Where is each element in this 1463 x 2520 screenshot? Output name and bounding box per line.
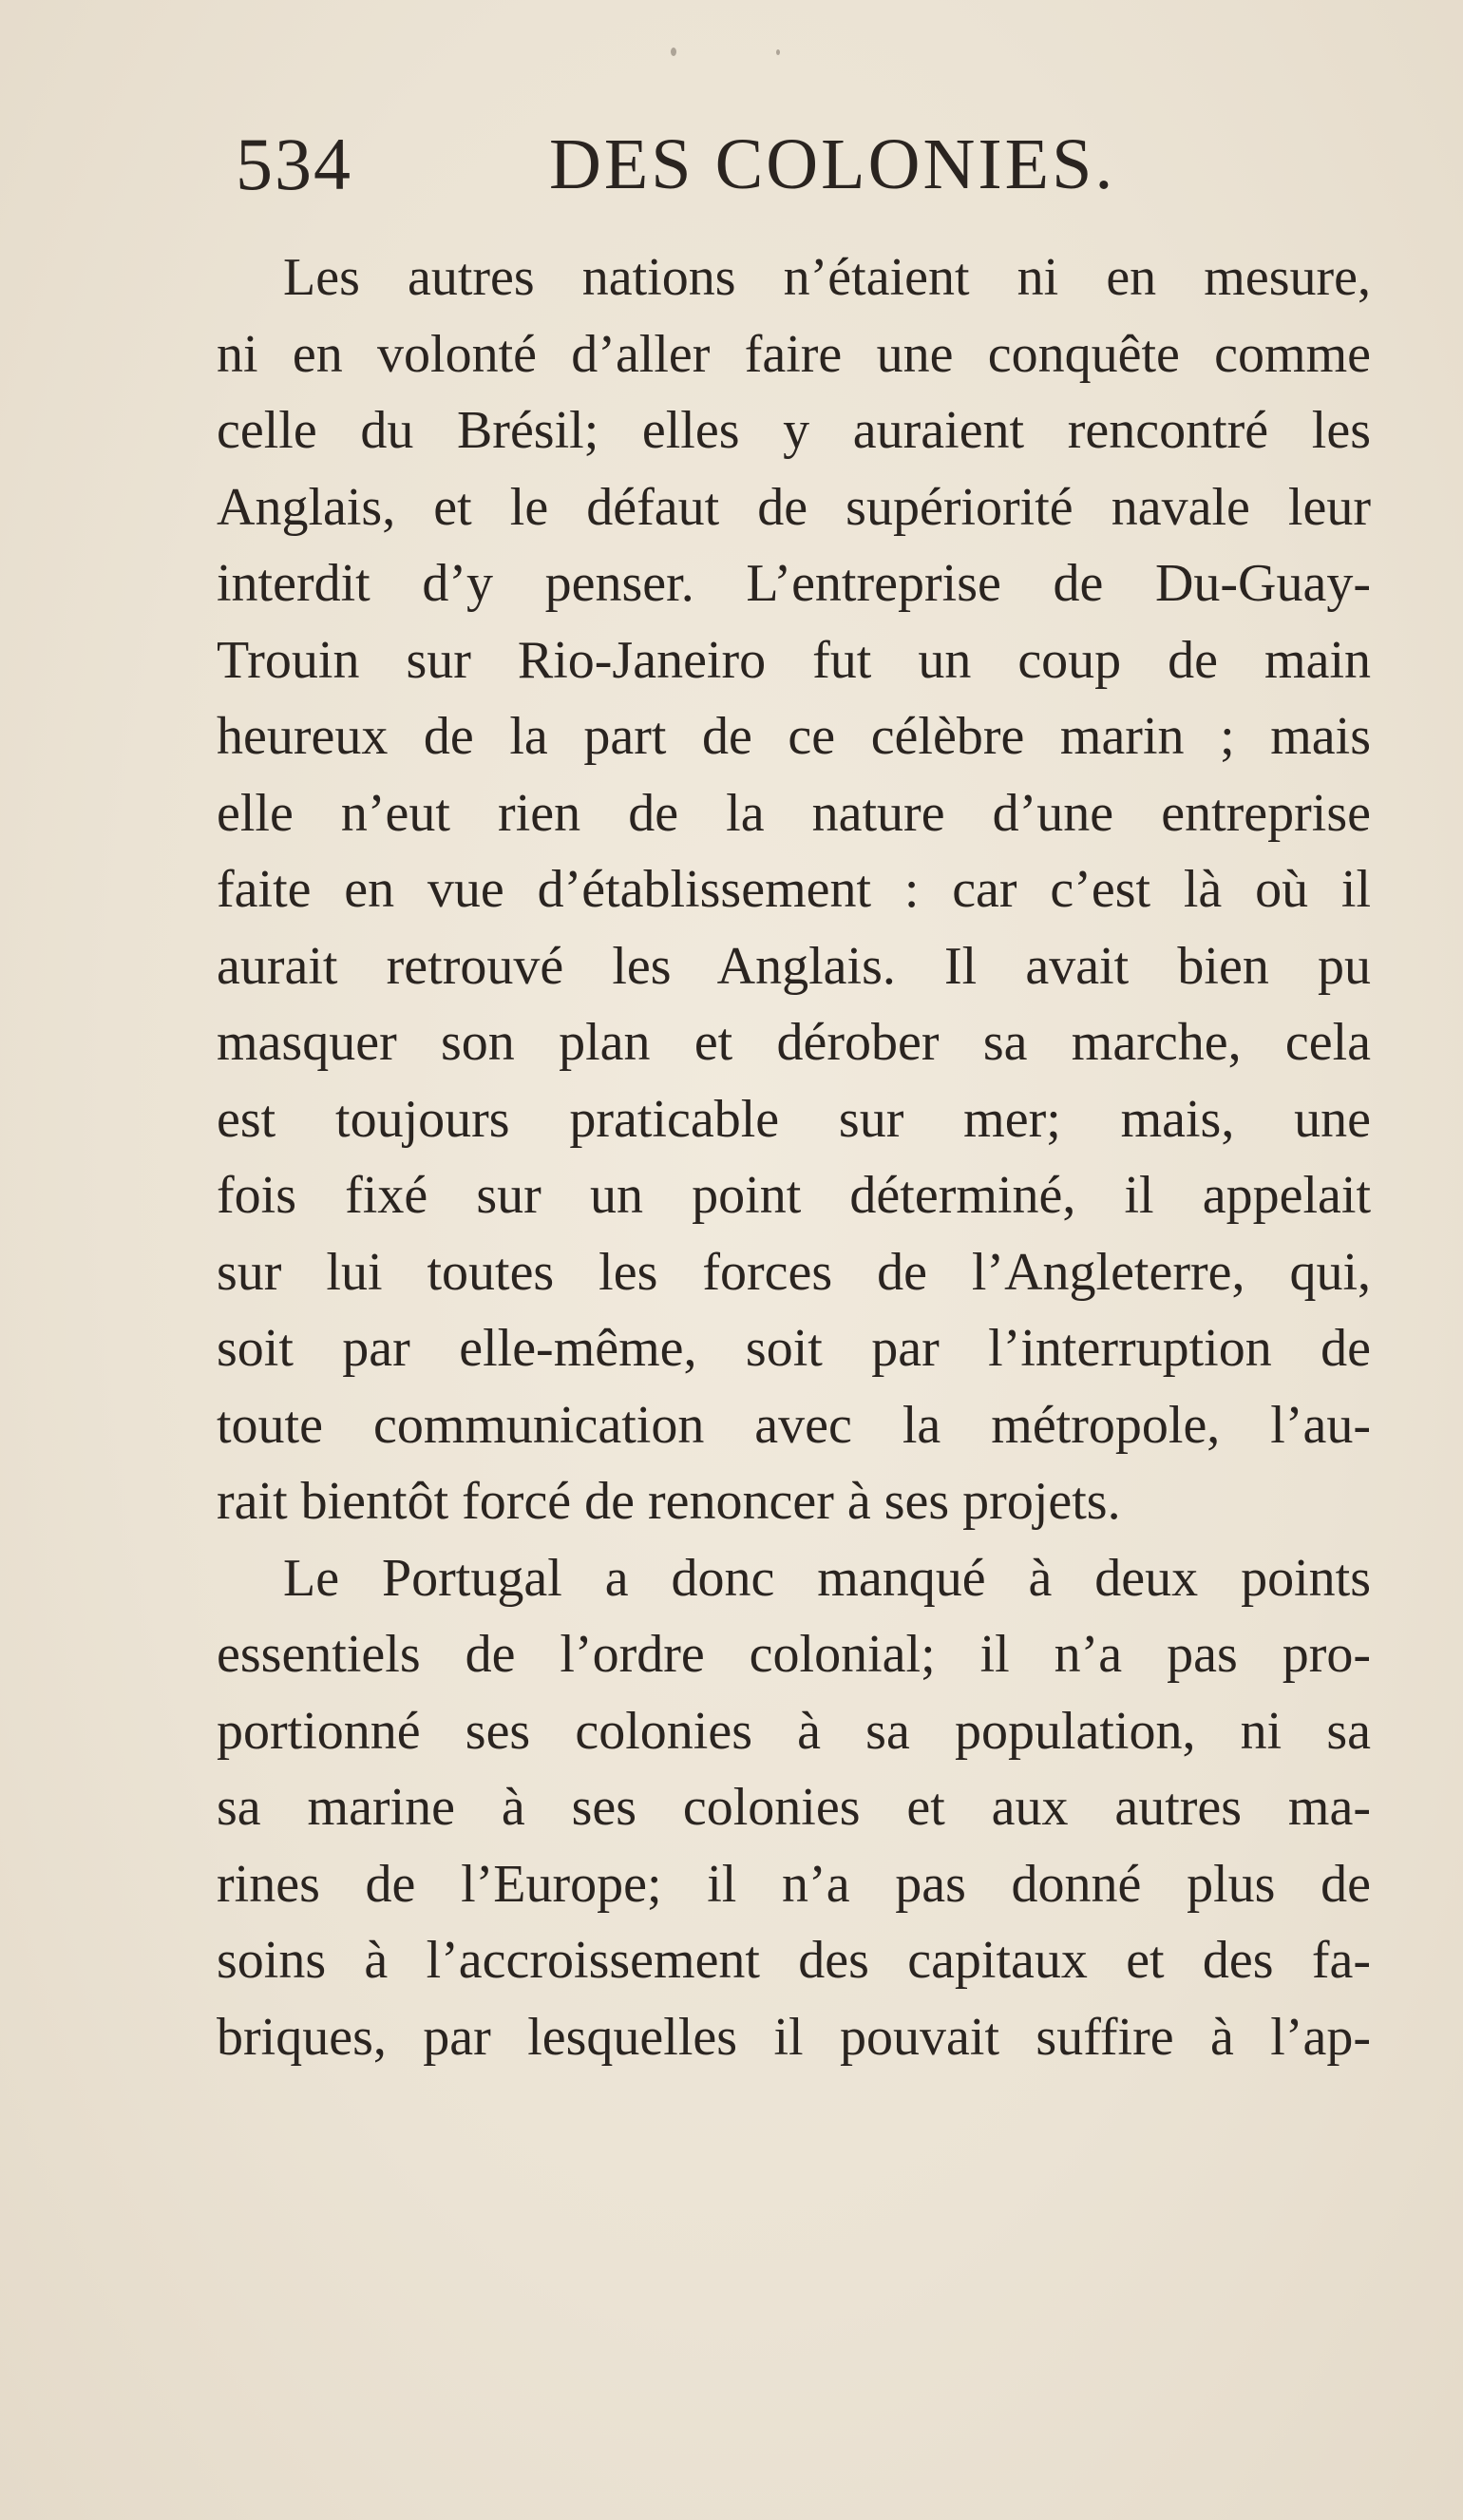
text-line: celle du Brésil; elles y auraient rencontré les <box>217 401 1371 460</box>
text-line: Le Portugal a donc manqué à deux points <box>283 1548 1371 1608</box>
text-line: rines de l’Europe; il n’a pas donné plus de <box>217 1854 1371 1914</box>
paragraph-2 <box>217 1540 1371 2076</box>
paper-speck <box>776 49 780 55</box>
text-line: soins à l’accroissement des capitaux et des fa- <box>217 1931 1371 1990</box>
text-line: portionné ses colonies à sa population, ni sa <box>217 1701 1371 1761</box>
text-line: sa marine à ses colonies et aux autres ma- <box>217 1778 1371 1837</box>
text-line: elle n’eut rien de la nature d’une entreprise <box>217 783 1371 843</box>
text-line: Les autres nations n’étaient ni en mesure, <box>283 248 1371 307</box>
paper-speck <box>671 48 676 56</box>
running-title: DES COLONIES. <box>549 124 1116 204</box>
text-line: rait bientôt forcé de renoncer à ses projets. <box>217 1472 1121 1531</box>
text-line: Anglais, et le défaut de supériorité navale leur <box>217 477 1371 537</box>
text-line: ni en volonté d’aller faire une conquête comme <box>217 324 1371 384</box>
body-text <box>217 239 1371 2075</box>
text-line: soit par elle-même, soit par l’interruption de <box>217 1319 1371 1378</box>
text-line: heureux de la part de ce célèbre marin ; mais <box>217 707 1371 766</box>
text-line: est toujours praticable sur mer; mais, une <box>217 1089 1371 1149</box>
text-line: Trouin sur Rio-Janeiro fut un coup de main <box>217 630 1371 690</box>
text-line: briques, par lesquelles il pouvait suffire à l’ap- <box>217 2007 1371 2067</box>
text-line: essentiels de l’ordre colonial; il n’a pas pro- <box>217 1625 1371 1684</box>
text-line: fois fixé sur un point déterminé, il appelait <box>217 1166 1371 1225</box>
text-line: aurait retrouvé les Anglais. Il avait bien pu <box>217 936 1371 996</box>
text-line: toute communication avec la métropole, l’au- <box>217 1395 1371 1455</box>
text-line: masquer son plan et dérober sa marche, cela <box>217 1013 1371 1072</box>
paragraph-1 <box>217 239 1371 1540</box>
text-line: sur lui toutes les forces de l’Angleterre, qui, <box>217 1242 1371 1302</box>
page-header <box>236 112 1376 217</box>
text-line: interdit d’y penser. L’entreprise de Du-Guay- <box>217 554 1371 613</box>
text-line: faite en vue d’établissement : car c’est là où il <box>217 860 1371 919</box>
page-number: 534 <box>236 123 352 205</box>
